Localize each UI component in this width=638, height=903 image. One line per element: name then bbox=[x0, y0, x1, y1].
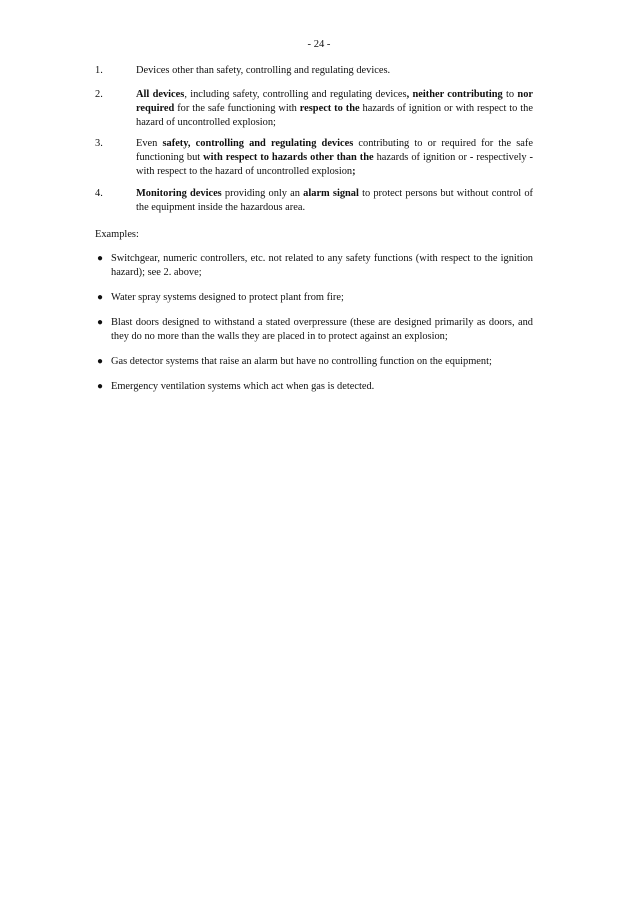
bold-text-run: - bbox=[529, 152, 534, 163]
item-number: 2. bbox=[95, 89, 103, 100]
bullet-icon: ● bbox=[97, 356, 104, 367]
example-bullet-3 bbox=[95, 316, 533, 344]
example-bullet-5 bbox=[95, 380, 533, 394]
examples-heading: Examples: bbox=[95, 229, 139, 240]
text-run: Even bbox=[136, 138, 163, 149]
bold-text-run: Monitoring devices bbox=[136, 188, 222, 199]
item-text bbox=[136, 187, 533, 215]
bold-text-run: with respect to hazards other than the bbox=[203, 152, 374, 163]
text-run: hazards of ignition or with respect to the hazard of uncontrolled explosion; bbox=[136, 103, 533, 128]
item-number: 3. bbox=[95, 138, 103, 149]
text-run: contributing to or required for the safe functioning but bbox=[136, 138, 533, 163]
bold-text-run: nor required bbox=[136, 89, 534, 114]
text-run: Devices other than safety, controlling and regulating devices. bbox=[136, 65, 391, 76]
numbered-item-4 bbox=[95, 187, 533, 215]
bold-text-run: All devices bbox=[136, 89, 185, 100]
bold-text-run: alarm signal bbox=[303, 188, 359, 199]
example-bullet-4 bbox=[95, 355, 533, 369]
example-text: Blast doors designed to withstand a stated overpressure (these are designed primarily as doors, and they do no more than the walls they are placed in to protect against an explosion; bbox=[111, 317, 533, 342]
numbered-item-1 bbox=[95, 64, 533, 78]
example-bullet-1 bbox=[95, 252, 533, 280]
text-run: providing only an bbox=[221, 188, 304, 199]
item-text bbox=[136, 137, 533, 179]
item-number: 4. bbox=[95, 188, 103, 199]
text-run: , including safety, controlling and regulating devices bbox=[184, 89, 407, 100]
bullet-icon: ● bbox=[97, 292, 104, 303]
bold-text-run: respect to the bbox=[299, 103, 360, 114]
text-run: for the safe functioning with bbox=[174, 103, 300, 114]
example-bullet-2 bbox=[95, 291, 533, 305]
bold-text-run: - bbox=[469, 152, 474, 163]
item-text bbox=[136, 88, 533, 130]
text-run: to protect persons but without control of the equipment inside the hazardous area. bbox=[136, 188, 533, 213]
bold-text-run: safety, controlling and regulating devices bbox=[162, 138, 354, 149]
example-text: Switchgear, numeric controllers, etc. not related to any safety functions (with respect to the ignition hazard); see 2. above; bbox=[111, 253, 533, 278]
item-text bbox=[136, 64, 533, 78]
text-run: hazards of ignition or bbox=[373, 152, 470, 163]
numbered-item-2 bbox=[95, 88, 533, 130]
text-run: respectively bbox=[473, 152, 530, 163]
example-text: Gas detector systems that raise an alarm but have no controlling function on the equipment; bbox=[111, 356, 492, 367]
bullet-icon: ● bbox=[97, 381, 104, 392]
example-text: Water spray systems designed to protect plant from fire; bbox=[111, 292, 344, 303]
bullet-icon: ● bbox=[97, 317, 104, 328]
text-run: with respect to the hazard of uncontrolled explosion bbox=[136, 166, 353, 177]
text-run: to bbox=[502, 89, 518, 100]
item-number: 1. bbox=[95, 65, 103, 76]
bold-text-run: , neither contributing bbox=[406, 89, 503, 100]
numbered-item-3 bbox=[95, 137, 533, 179]
bullet-icon: ● bbox=[97, 253, 104, 264]
page-number: - 24 - bbox=[307, 39, 331, 50]
example-text: Emergency ventilation systems which act when gas is detected. bbox=[111, 381, 375, 392]
bold-text-run: ; bbox=[352, 166, 356, 177]
